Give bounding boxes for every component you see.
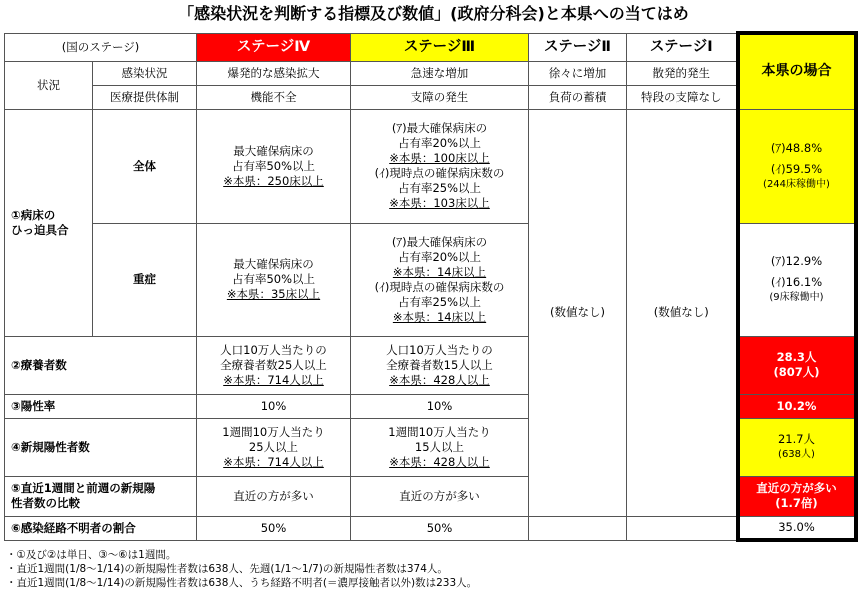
situation-label: 状況 — [5, 61, 93, 109]
beds-severe-s3b-line2: 占有率25%以上 — [397, 294, 482, 309]
beds-total-s3b-line2: 占有率25%以上 — [397, 181, 482, 195]
beds-severe-s4-line3: ※本県：35床以上 — [226, 287, 321, 301]
new-cases-s4-line2: 25人以上 — [248, 439, 299, 454]
pref-beds-total-b: (ｲ)59.5% — [770, 161, 823, 176]
beds-severe-s3a-line3: ※本県：14床以上 — [392, 264, 487, 279]
unknown-route-s3: 50% — [351, 516, 529, 540]
s1-no-value: (数値なし) — [627, 109, 738, 516]
beds-total-s4-line1: 最大確保病床の — [233, 143, 314, 158]
unknown-route-label: ⑥感染経路不明者の割合 — [5, 516, 197, 540]
pref-unknown-route: 35.0% — [738, 516, 856, 540]
beds-total-s3a-line1: (ｱ)最大確保病床の — [391, 121, 488, 135]
beds-total-s3b-line1: (ｲ)現時点の確保病床数の — [374, 166, 505, 180]
patients-s4-line2: 全療養者数25人以上 — [220, 357, 327, 372]
pref-weekly-compare — [738, 476, 856, 516]
pref-beds-severe-c: (9床稼働中) — [769, 292, 824, 303]
pref-weekly-compare-line2: (1.7倍) — [775, 496, 818, 510]
patients-s3-line1: 人口10万人当たりの — [386, 342, 493, 357]
pref-beds-severe — [738, 223, 856, 336]
s1-infection: 散発的発生 — [627, 61, 738, 85]
pref-beds-severe-b: (ｲ)16.1% — [770, 275, 823, 289]
infection-label: 感染状況 — [93, 61, 197, 85]
beds-total-s3a-line3: ※本県：100床以上 — [389, 151, 490, 165]
s2-infection: 徐々に増加 — [529, 61, 627, 85]
new-cases-label: ④新規陽性者数 — [5, 418, 197, 476]
s1-medical: 特段の支障なし — [627, 85, 738, 109]
beds-severe-s3 — [351, 223, 529, 336]
beds-label — [5, 109, 93, 336]
new-cases-s4-line3: ※本県：714人以上 — [223, 454, 324, 469]
stage1-header: ステージⅠ — [627, 33, 738, 61]
beds-severe-s3a-line1: (ｱ)最大確保病床の — [391, 234, 488, 249]
pref-beds-total-c: (244床稼働中) — [763, 178, 830, 190]
positivity-s4: 10% — [197, 394, 351, 418]
beds-severe-s4-line1: 最大確保病床の — [233, 257, 314, 271]
beds-total-s3 — [351, 109, 529, 223]
page-title: 「感染状況を判断する指標及び数値」(政府分科会)と本県への当てはめ — [178, 4, 689, 23]
s2-no-value: (数値なし) — [529, 109, 627, 516]
stage4-header: ステージⅣ — [197, 33, 351, 61]
beds-total-s3b-line3: ※本県：103床以上 — [389, 196, 490, 210]
pref-new-cases — [738, 418, 856, 476]
new-cases-s3 — [351, 418, 529, 476]
new-cases-s4-line1: 1週間10万人当たり — [222, 424, 325, 439]
patients-s4-line3: ※本県：714人以上 — [223, 372, 324, 387]
pref-patients — [738, 336, 856, 394]
new-cases-s3-line1: 1週間10万人当たり — [388, 424, 491, 439]
beds-label-line1: ①病床の — [11, 207, 56, 222]
s3-infection: 急速な増加 — [351, 61, 529, 85]
beds-total-s3a-line2: 占有率20%以上 — [397, 136, 482, 150]
pref-beds-severe-a: (ｱ)12.9% — [770, 254, 823, 268]
new-cases-s4 — [197, 418, 351, 476]
beds-severe-s4-line2: 占有率50%以上 — [231, 272, 316, 286]
prefecture-case-header: 本県の場合 — [738, 33, 856, 109]
positivity-label: ③陽性率 — [5, 394, 197, 418]
patients-s3-line3: ※本県：428人以上 — [389, 372, 490, 387]
weekly-compare-label-line1: ⑤直近1週間と前週の新規陽 — [11, 481, 156, 495]
weekly-compare-s4: 直近の方が多い — [197, 476, 351, 516]
pref-weekly-compare-line1: 直近の方が多い — [756, 481, 837, 495]
country-stage-label: (国のステージ) — [5, 33, 197, 61]
beds-label-line2: ひっ迫具合 — [11, 222, 69, 237]
pref-new-cases-line2: (638人) — [778, 449, 815, 460]
beds-severe-s3b-line1: (ｲ)現時点の確保病床数の — [374, 279, 505, 294]
beds-severe-label: 重症 — [93, 223, 197, 336]
patients-s4-line1: 人口10万人当たりの — [220, 342, 327, 357]
beds-severe-s4 — [197, 223, 351, 336]
pref-positivity: 10.2% — [738, 394, 856, 418]
beds-total-label: 全体 — [93, 109, 197, 223]
footnote-3: ・ 直近1週間(1/8～1/14)の新規陽性者数は638人、うち経路不明者(＝濃厚接触者以外)数は233人。 — [6, 576, 477, 590]
patients-s4 — [197, 336, 351, 394]
new-cases-s3-line2: 15人以上 — [414, 439, 465, 454]
s3-medical: 支障の発生 — [351, 85, 529, 109]
beds-severe-s3b-line3: ※本県：14床以上 — [392, 309, 487, 324]
pref-patients-line1: 28.3人 — [776, 350, 817, 364]
beds-total-s4-line3: ※本県：250床以上 — [223, 173, 324, 188]
patients-s3-line2: 全療養者数15人以上 — [386, 357, 493, 372]
positivity-s3: 10% — [351, 394, 529, 418]
footnote-1: ・ ①及び②は単日、③～⑥は1週間。 — [6, 548, 477, 562]
medical-label: 医療提供体制 — [93, 85, 197, 109]
indicator-table — [4, 31, 858, 542]
patients-label: ②療養者数 — [5, 336, 197, 394]
unknown-route-s4: 50% — [197, 516, 351, 540]
patients-s3 — [351, 336, 529, 394]
s2-medical: 負荷の蓄積 — [529, 85, 627, 109]
s4-infection: 爆発的な感染拡大 — [197, 61, 351, 85]
footnotes — [6, 548, 477, 590]
pref-beds-total — [738, 109, 856, 223]
new-cases-s3-line3: ※本県：428人以上 — [389, 454, 490, 469]
pref-beds-total-a: (ｱ)48.8% — [770, 140, 823, 155]
beds-total-s4-line2: 占有率50%以上 — [231, 158, 316, 173]
beds-severe-s3a-line2: 占有率20%以上 — [397, 249, 482, 264]
weekly-compare-label-line2: 性者数の比較 — [11, 496, 80, 510]
stage3-header: ステージⅢ — [351, 33, 529, 61]
beds-total-s4 — [197, 109, 351, 223]
pref-new-cases-line1: 21.7人 — [777, 432, 816, 446]
weekly-compare-label — [5, 476, 197, 516]
stage2-header: ステージⅡ — [529, 33, 627, 61]
weekly-compare-s3: 直近の方が多い — [351, 476, 529, 516]
footnote-2: ・ 直近1週間(1/8～1/14)の新規陽性者数は638人、先週(1/1～1/7)の新規陽性者数は374人。 — [6, 562, 477, 576]
s4-medical: 機能不全 — [197, 85, 351, 109]
pref-patients-line2: (807人) — [773, 365, 820, 379]
